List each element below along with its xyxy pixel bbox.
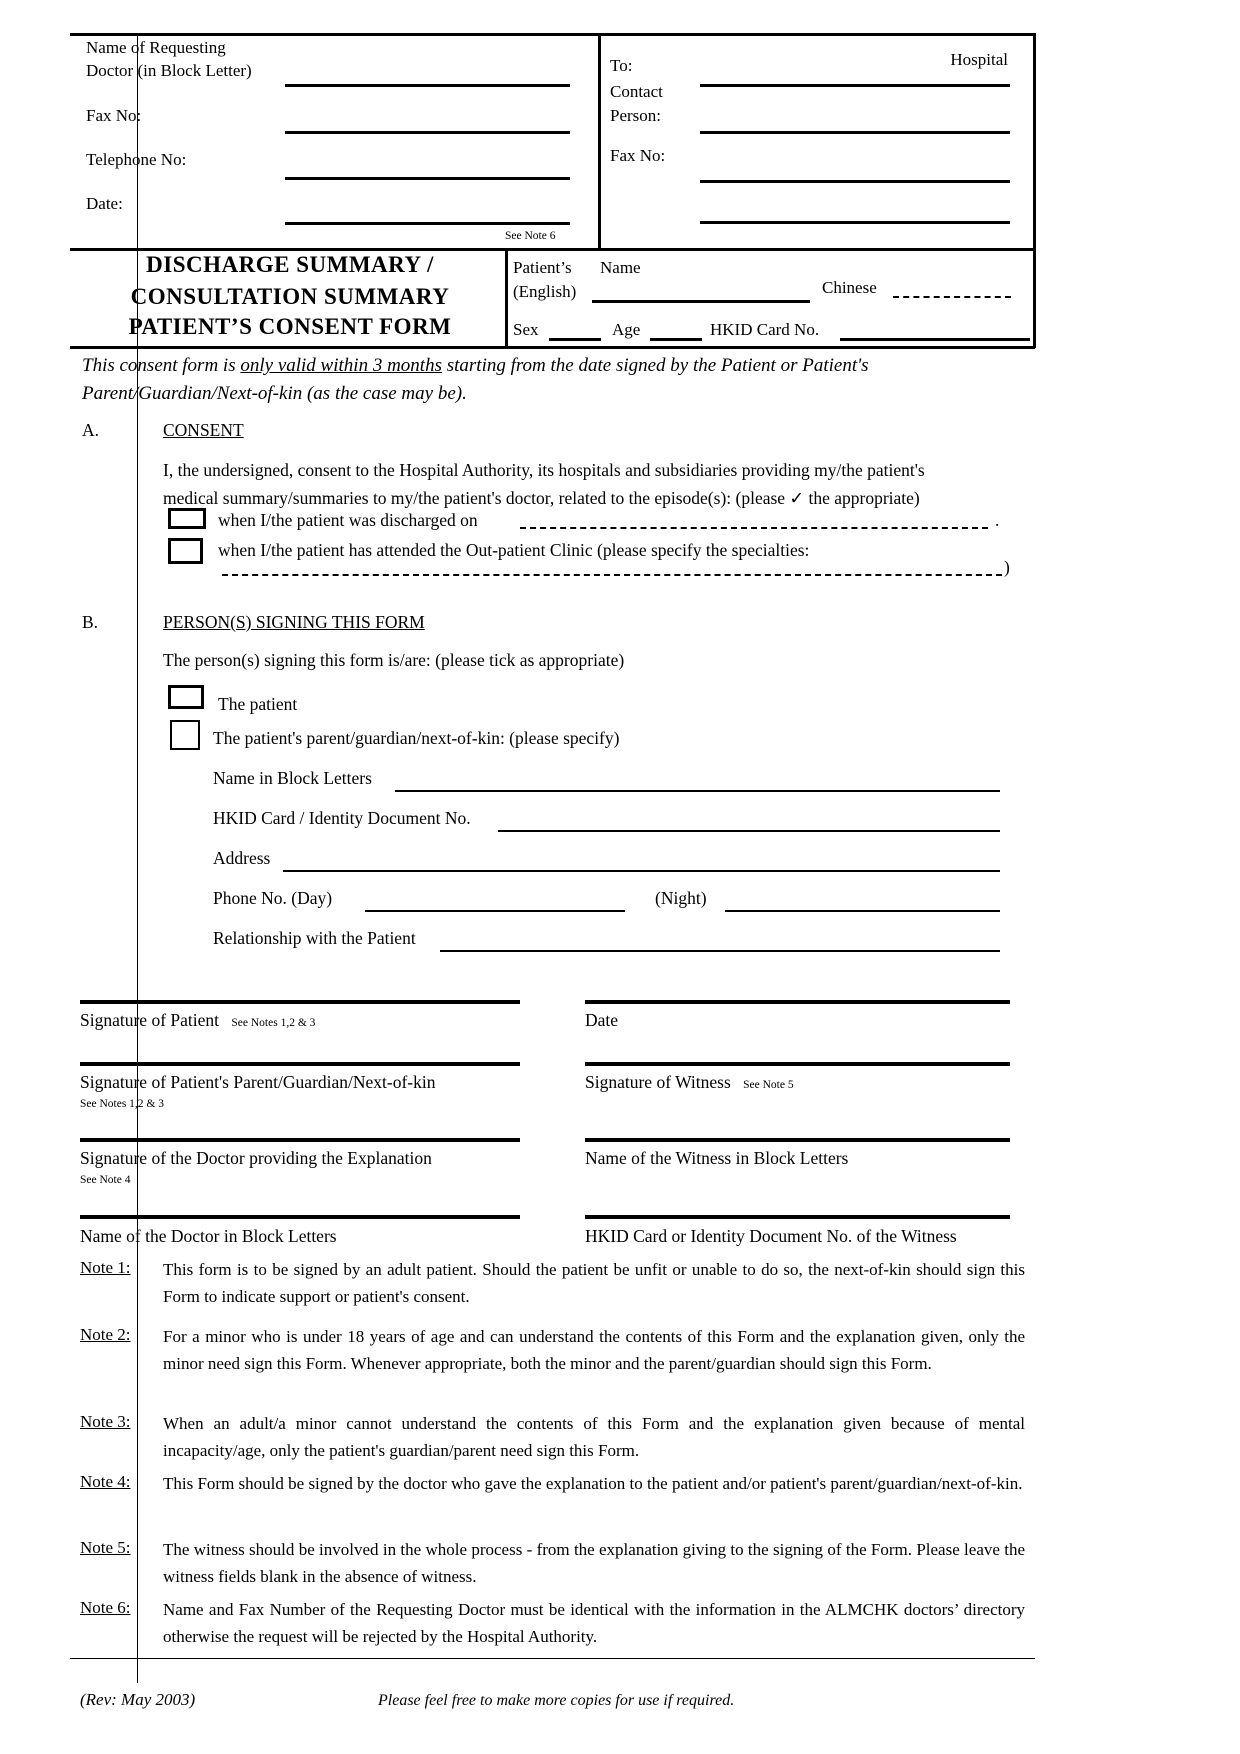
address-label: Address xyxy=(213,848,271,868)
discharged-checkbox[interactable] xyxy=(168,508,206,529)
validity-note-underlined: only valid within 3 months xyxy=(240,355,442,376)
validity-note-post: starting from the date signed by the Patient or Patient's xyxy=(441,355,869,376)
footer-copies-note: Please feel free to make more copies for use if required. xyxy=(378,1692,735,1709)
requesting-doctor-label-line2: Doctor (in Block Letter) xyxy=(86,61,252,80)
requesting-telephone-label: Telephone No: xyxy=(86,150,187,169)
specialties-input-line[interactable] xyxy=(222,574,1002,576)
signature-patient-line[interactable] xyxy=(80,1000,520,1004)
note3-text: When an adult/a minor cannot understand the contents of this Form and the explanation given because of mental incapacity/age, only the patient's guardian/parent need sign this Form. xyxy=(163,1414,1025,1460)
date-label: Date xyxy=(585,1010,619,1030)
requesting-doctor-label-line1: Name of Requesting xyxy=(86,38,226,57)
consent-paragraph-line2: medical summary/summaries to my/the patient's doctor, related to the episode(s): (please ✓ the appropriate) xyxy=(163,488,920,508)
phone-night-label: (Night) xyxy=(655,888,707,908)
phone-night-input-line[interactable] xyxy=(725,910,1000,912)
note5-label: Note 5: xyxy=(80,1538,131,1557)
left-margin-rule xyxy=(137,33,138,1683)
header-right-extra-input-line[interactable] xyxy=(700,221,1010,224)
parent-guardian-option-label: The patient's parent/guardian/next-of-kin: (please specify) xyxy=(213,728,620,748)
validity-note-line2: Parent/Guardian/Next-of-kin (as the case may be). xyxy=(82,383,467,404)
to-label: To: xyxy=(610,56,633,75)
witness-hkid-label: HKID Card or Identity Document No. of the Witness xyxy=(585,1226,957,1246)
doctor-name-line[interactable] xyxy=(80,1215,520,1219)
signature-witness-label-text: Signature of Witness xyxy=(585,1072,731,1092)
hkid-document-input-line[interactable] xyxy=(498,830,1000,832)
note2-label: Note 2: xyxy=(80,1325,131,1344)
requesting-date-input-line[interactable] xyxy=(285,222,570,225)
patient-sex-input-line[interactable] xyxy=(549,338,601,341)
witness-name-label: Name of the Witness in Block Letters xyxy=(585,1148,849,1168)
signature-doctor-label: Signature of the Doctor providing the Explanation xyxy=(80,1148,432,1168)
patient-hkid-label: HKID Card No. xyxy=(710,320,820,339)
requesting-fax-input-line[interactable] xyxy=(285,131,570,134)
note4-text: This Form should be signed by the doctor who gave the explanation to the patient and/or patient's parent/guardian/next-of-kin. xyxy=(163,1474,1023,1493)
relationship-label: Relationship with the Patient xyxy=(213,928,416,948)
address-input-line[interactable] xyxy=(283,870,1000,872)
header-bottom-border xyxy=(70,248,1035,251)
patient-label: Patient’s xyxy=(513,258,572,277)
note5-text: The witness should be involved in the whole process - from the explanation giving to the signing of the Form. Please leave the witness fields blank in the absence of witness. xyxy=(163,1540,1025,1586)
specialties-close-paren: ) xyxy=(1004,557,1010,577)
phone-day-input-line[interactable] xyxy=(365,910,625,912)
form-title-line3: PATIENT’S CONSENT FORM xyxy=(128,314,452,339)
footer-revision: (Rev: May 2003) xyxy=(80,1690,196,1709)
title-section-bottom-border xyxy=(70,346,1035,349)
date-line[interactable] xyxy=(585,1000,1010,1004)
the-patient-option-label: The patient xyxy=(218,694,298,714)
patient-name-english-input-line[interactable] xyxy=(592,300,810,303)
requesting-telephone-input-line[interactable] xyxy=(285,177,570,180)
patient-chinese-label: Chinese xyxy=(822,278,877,297)
discharged-date-input-line[interactable] xyxy=(520,527,988,529)
signature-patient-label xyxy=(80,1010,315,1031)
patient-sex-label: Sex xyxy=(513,320,539,339)
witness-name-line[interactable] xyxy=(585,1138,1010,1142)
note1-text: This form is to be signed by an adult patient. Should the patient be unfit or unable to do so, the next-of-kin should sign this Form to indicate support or patient's consent. xyxy=(163,1260,1025,1306)
note6-label: Note 6: xyxy=(80,1598,131,1617)
section-a-letter: A. xyxy=(82,420,100,440)
requesting-doctor-input-line[interactable] xyxy=(285,84,570,87)
form-title-line2: CONSULTATION SUMMARY xyxy=(130,284,450,309)
signature-parent-line[interactable] xyxy=(80,1062,520,1066)
signature-patient-note-ref: See Notes 1,2 & 3 xyxy=(231,1017,316,1029)
header-top-border xyxy=(70,33,1035,36)
section-b-heading: PERSON(S) SIGNING THIS FORM xyxy=(163,612,425,632)
patient-age-input-line[interactable] xyxy=(650,338,702,341)
discharged-option-period: . xyxy=(995,510,1000,530)
contact-person-label: Person: xyxy=(610,106,661,125)
header-divider xyxy=(598,33,601,250)
validity-note-pre: This consent form is xyxy=(82,355,241,376)
signature-parent-label: Signature of Patient's Parent/Guardian/Next-of-kin xyxy=(80,1072,436,1092)
patient-name-label: Name xyxy=(600,258,641,277)
section-b-intro: The person(s) signing this form is/are: (please tick as appropriate) xyxy=(163,650,625,670)
to-fax-label: Fax No: xyxy=(610,146,666,165)
relationship-input-line[interactable] xyxy=(440,950,1000,952)
signature-witness-line[interactable] xyxy=(585,1062,1010,1066)
signature-doctor-note-ref: See Note 4 xyxy=(80,1174,131,1186)
consent-paragraph-line1: I, the undersigned, consent to the Hospital Authority, its hospitals and subsidiaries providing my/the patient's xyxy=(163,460,925,480)
name-block-letters-input-line[interactable] xyxy=(395,790,1000,792)
outpatient-option-label: when I/the patient has attended the Out-patient Clinic (please specify the specialties: xyxy=(218,540,810,560)
patient-english-label: (English) xyxy=(513,282,577,301)
signature-patient-label-text: Signature of Patient xyxy=(80,1010,220,1030)
the-patient-checkbox[interactable] xyxy=(168,685,204,709)
to-fax-input-line[interactable] xyxy=(700,180,1010,183)
parent-guardian-checkbox[interactable] xyxy=(170,720,200,750)
patient-age-label: Age xyxy=(612,320,641,339)
footer-divider xyxy=(70,1658,1035,1659)
validity-note-line1 xyxy=(82,355,869,377)
note3-label: Note 3: xyxy=(80,1412,131,1431)
phone-day-label: Phone No. (Day) xyxy=(213,888,333,908)
requesting-fax-label: Fax No: xyxy=(86,106,142,125)
note4-label: Note 4: xyxy=(80,1472,131,1491)
requesting-date-label: Date: xyxy=(86,194,123,213)
hospital-label: Hospital xyxy=(950,50,1008,69)
section-b-letter: B. xyxy=(82,612,99,632)
witness-hkid-line[interactable] xyxy=(585,1215,1010,1219)
signature-witness-note-ref: See Note 5 xyxy=(743,1079,794,1091)
see-note6-ref: See Note 6 xyxy=(505,230,556,242)
discharged-option-label: when I/the patient was discharged on xyxy=(218,510,478,530)
note6-text: Name and Fax Number of the Requesting Doctor must be identical with the information in the ALMCHK doctors’ directory otherwise the request will be rejected by the Hospital Authority. xyxy=(163,1600,1025,1646)
signature-parent-note-ref: See Notes 1,2 & 3 xyxy=(80,1098,165,1110)
outpatient-checkbox[interactable] xyxy=(168,538,203,564)
patient-name-chinese-input-line[interactable] xyxy=(893,296,1011,298)
note2-text: For a minor who is under 18 years of age and can understand the contents of this Form and the explanation given, only the minor need sign this Form. Whenever appropriate, both the minor and the parent/guardian should sign this Form. xyxy=(163,1327,1025,1373)
doctor-name-label: Name of the Doctor in Block Letters xyxy=(80,1226,337,1246)
header-right-border xyxy=(1033,33,1036,348)
signature-doctor-line[interactable] xyxy=(80,1138,520,1142)
contact-label: Contact xyxy=(610,82,663,101)
hkid-document-label: HKID Card / Identity Document No. xyxy=(213,808,471,828)
signature-witness-label xyxy=(585,1072,794,1093)
section-a-heading: CONSENT xyxy=(163,420,244,440)
patient-hkid-input-line[interactable] xyxy=(840,338,1030,341)
note1-label: Note 1: xyxy=(80,1258,131,1277)
to-hospital-input-line[interactable] xyxy=(700,84,1010,87)
name-block-letters-label: Name in Block Letters xyxy=(213,768,372,788)
form-title-line1: DISCHARGE SUMMARY / xyxy=(146,252,434,277)
contact-person-input-line[interactable] xyxy=(700,131,1010,134)
